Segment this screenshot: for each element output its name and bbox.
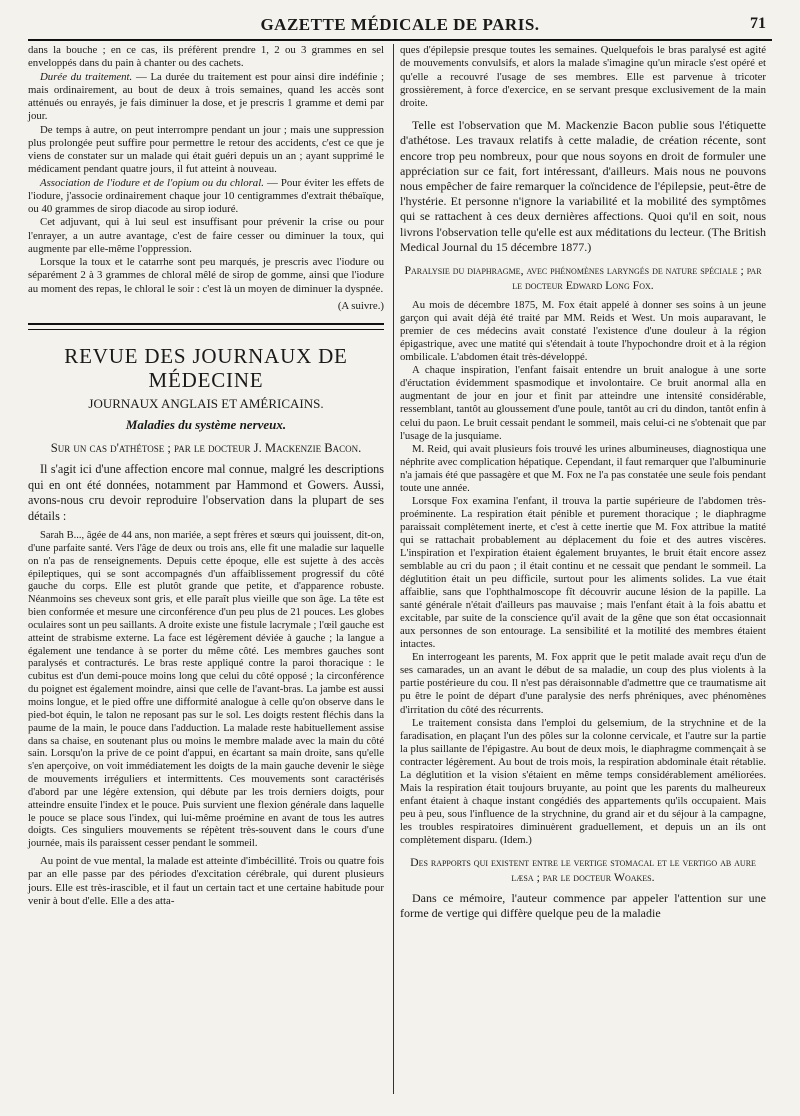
paragraph: Association de l'iodure et de l'opium ou du chloral. — Pour éviter les effets de l'iodure, j'associe ordinairement chaque jour 10 centigrammes d'extrait thébaïque, ou 40 grammes de sirop diacode au sirop ioduré.: [28, 176, 384, 215]
review-subheading: JOURNAUX ANGLAIS ET AMÉRICAINS.: [88, 396, 324, 411]
paragraph: Au point de vue mental, la malade est atteinte d'imbécillité. Trois ou quatre fois par an elle passe par des périodes d'excitation cérébrale, qui durent plusieurs jours. Elle est très-irascible, et il faut un certain tact et une certaine habitude pour venir à bout d'elle. Elle a des atta-: [28, 855, 384, 907]
header-rule: [28, 39, 772, 41]
paragraph: ques d'épilepsie presque toutes les semaines. Quelquefois le bras paralysé est agité de mouvements convulsifs, et alors la malade s'imagine qu'un miracle s'est opéré et qu'elle a recouvré l'usage de ses membres. Elle est parvenue à tricoter grossièrement, à force d'exercice, en se servant presque exclusivement de la main droite.: [400, 44, 766, 109]
paragraph: Telle est l'observation que M. Mackenzie Bacon publie sous l'étiquette d'athétose. Les travaux relatifs à cette maladie, de création récente, sont encore trop peu nombreux, pour que nous soyons en droit de formuler une appréciation sur ce fait, fort intéressant, d'ailleurs. Mais nous ne pouvons nous empêcher de faire remarquer la coïncidence de l'épilepsie, peut-être de l'hystérie. Et personne n'ignore la variabilité et la mobilité des symptômes qui se rattachent à ces deux dernières affections. Quoi qu'il en soit, nous livrons l'observation telle qu'elle est aux méditations du lecteur. (The British Medical Journal du 15 décembre 1877.): [400, 118, 766, 254]
to-be-continued: (A suivre.): [337, 299, 384, 312]
paragraph: M. Reid, qui avait plusieurs fois trouvé les urines albumineuses, diagnostiqua une néphrite avec complication hépatique. Cependant, il faut remarquer que l'albuminurie n'a jamais été que passagère et que M. Fox ne l'a pas constatée une seule fois pendant toute une année.: [400, 442, 766, 494]
section-rule: [28, 323, 384, 330]
section-heading: Maladies du système nerveux.: [125, 417, 287, 432]
paragraph: A chaque inspiration, l'enfant faisait entendre un bruit analogue à une sorte d'éructation évidemment spasmodique et involontaire. Ce bruit anormal alla en augmentant de jour en jour et finit par atteindre une intensité considérable, ressemblant, tantôt au gloussement d'une poule, tantôt au cri du dindon, tantôt enfin à celui du paon. Le bruit cessait pendant le sommeil, mais celui-ci ne s'obtenait que par l'usage de la jusquiame.: [400, 364, 766, 442]
paragraph-lead: Durée du traitement.: [40, 70, 133, 83]
left-column: [28, 44, 384, 908]
article-title: Des rapports qui existent entre le vertige stomacal et le vertigo ab aure læsa ; par le docteur Woakes.: [410, 855, 756, 885]
article-title: Paralysie du diaphragme, avec phénomènes laryngés de nature spéciale ; par le docteur Edward Long Fox.: [404, 263, 762, 293]
paragraph: Cet adjuvant, qui à lui seul est insuffisant pour prévenir la crise ou pour l'enrayer, a un autre avantage, c'est de faire cesser ou diminuer la toux, qui augmente par elle-même l'oppression.: [28, 216, 384, 255]
paragraph: Il s'agit ici d'une affection encore mal connue, malgré les descriptions qui en ont été données, notamment par Hammond et Gowers. Aussi, avons-nous cru devoir reproduire l'observation dans la plupart de ses détails :: [28, 462, 384, 523]
page-header: [28, 8, 772, 38]
paragraph: Au mois de décembre 1875, M. Fox était appelé à donner ses soins à un jeune garçon qui avait déjà été traité par MM. Reids et West. Un mois auparavant, le premier de ces médecins avait constaté l'existence d'une douleur à la région épigastrique, avec une matité qui s'étendait à toute l'hypochondre droit et à la région ombilicale. L'abdomen était très-développé.: [400, 299, 766, 364]
paragraph: dans la bouche ; en ce cas, ils préfèrent prendre 1, 2 ou 3 grammes en sel enveloppés dans du pain à chanter ou des cachets.: [28, 44, 384, 70]
journal-title: GAZETTE MÉDICALE DE PARIS.: [260, 15, 540, 34]
paragraph: Sarah B..., âgée de 44 ans, non mariée, a sept frères et sœurs qui jouissent, dit-on, d'une parfaite santé. Vers l'âge de deux ou trois ans, elle fit une maladie sur laquelle on n'a pas de renseignements. Depuis cette époque, elle est sujette à des accès épileptiques, qui se sont accompagnés d'un affaiblissement progressif du côté gauche du corps. Elle est plutôt grande que petite, et d'apparence robuste. Néanmoins ses cheveux sont gris, et elle paraît plus vieille que son âge. La tête est bien conformée et mesure une circonférence d'un peu plus de 21 pouces. Les globes oculaires sont un peu saillants. A droite existe une fistule lacrymale ; l'œil gauche est atteint de strabisme externe. La face est légèrement déviée à gauche ; la langue a également une tendance à se porter du même côté. Les membres gauches sont paralysés et contracturés. Le bras reste appliqué contre la paroi thoracique : le cubitus est d'un demi-pouce moins long que celui du côté opposé ; la circonférence du poignet est également moindre, ainsi que celle de l'avant-bras. La jambe est aussi moins longue, et le pied offre une difformité analogue à celle qu'on observe dans le pied-bot équin, le talon ne reposant pas sur le sol. Les doigts restent fléchis dans la paume de la main, le pouce dans l'adduction. La malade reste habituellement assise dans sa chaise, en soutenant plus ou moins le membre malade avec la main du côté sain. Lorsqu'on la prive de ce point d'appui, en écartant sa main droite, sans qu'elle s'en aperçoive, on voit immédiatement les doigts de la main gauche devenir le siège de mouvements irréguliers et intermittents. Ces mouvements sont caractérisés d'abord par une légère extension, qui débute par les trois derniers doigts, pour atteindre ensuite l'index et le pouce. Puis survient une flexion générale dans laquelle le pouce se place sous l'index, qui lui-même proémine en avant de tous les autres doigts. Ces singuliers mouvements se répètent très-souvent dans le cours d'une journée, mais ils paraissent cesser pendant le sommeil.: [28, 530, 384, 850]
page-number: 71: [750, 15, 766, 32]
paragraph: Lorsque Fox examina l'enfant, il trouva la partie supérieure de l'abdomen très-proéminente. La respiration était pénible et purement thoracique ; le diaphragme paraissait complètement inerte, et c'est à cette inertie que M. Fox attribue la matité qui se rattachait probablement au déplacement du foie et des autres viscères. L'inspiration et l'expiration étaient également bruyantes, le bruit était encore assez semblable au cri du paon ; il était continu et ne cessait que pendant le sommeil. La déglutition était un peu difficile, surtout pour les aliments solides. La vue était affaiblie, sans que l'ophthalmoscope fît découvrir aucune lésion de la papille. La santé générale n'était d'ailleurs pas mauvaise ; mais l'enfant était à la fois abattu et excitable, par suite de la conscience qu'il avait de la gêne que son état occasionnait aux personnes de son entourage. La sensibilité et la motilité des membres étaient intactes.: [400, 494, 766, 651]
paragraph: En interrogeant les parents, M. Fox apprit que le petit malade avait reçu d'un de ses camarades, un an avant le début de sa maladie, un coup des plus violents à la partie postérieure du cou. Il n'est pas déraisonnable d'admettre que ce traumatisme ait pu être le point de départ d'une paralysie des nerfs phréniques, avec phénomènes d'irritation du côté des récurrents.: [400, 651, 766, 716]
right-column: [400, 44, 766, 921]
paragraph: De temps à autre, on peut interrompre pendant un jour ; mais une suppression plus prolongée peut suffire pour permettre le retour des accidents, c'est ce que je viens de constater sur un malade qui était guéri depuis un an ; ayant supprimé le médicament pendant quatre jours, il fut atteint à nouveau.: [28, 123, 384, 176]
paragraph-lead: Association de l'iodure et de l'opium ou du chloral.: [40, 176, 264, 189]
paragraph: Dans ce mémoire, l'auteur commence par appeler l'attention sur une forme de vertige qui diffère quelque peu de la maladie: [400, 891, 766, 921]
paragraph: Durée du traitement. — La durée du traitement est pour ainsi dire indéfinie ; mais ordinairement, au bout de deux à trois semaines, quand les accès sont atténués ou enrayés, je fais diminuer la dose, et je prescris 1 gramme et demi par jour.: [28, 70, 384, 123]
column-divider: [393, 44, 394, 1094]
paragraph: Le traitement consista dans l'emploi du gelsemium, de la strychnine et de la faradisation, en plaçant l'un des pôles sur la colonne cervicale, et l'autre sur la partie la plus saillante de l'épigastre. Au bout de deux mois, le diaphragme commençait à se contracter légèrement. Au bout de trois mois, la respiration abdominale était rétablie. La déglutition et la vision s'étaient en même temps considérablement améliorées. Mais la respiration était toujours bruyante, au point que les parents du malheureux enfant étaient à chaque instant congédiés des appartements qu'ils occupaient. Mais peu à peu, sous l'influence de la strychnine, du grand air et du séjour à la campagne, les troubles respiratoires diminuèrent graduellement, et depuis un an ils ont complètement disparu. (Idem.): [400, 716, 766, 846]
paragraph: Lorsque la toux et le catarrhe sont peu marqués, je prescris avec l'iodure ou séparément 2 à 3 grammes de chloral mêlé de sirop de gomme, ainsi que l'iodure au moment des repas, le chloral le soir : c'est là un moyen de diminuer la dyspnée.: [28, 256, 384, 295]
review-heading: REVUE DES JOURNAUX DE MÉDECINE: [64, 344, 348, 392]
article-title: Sur un cas d'athétose ; par le docteur J. Mackenzie Bacon.: [50, 441, 362, 455]
